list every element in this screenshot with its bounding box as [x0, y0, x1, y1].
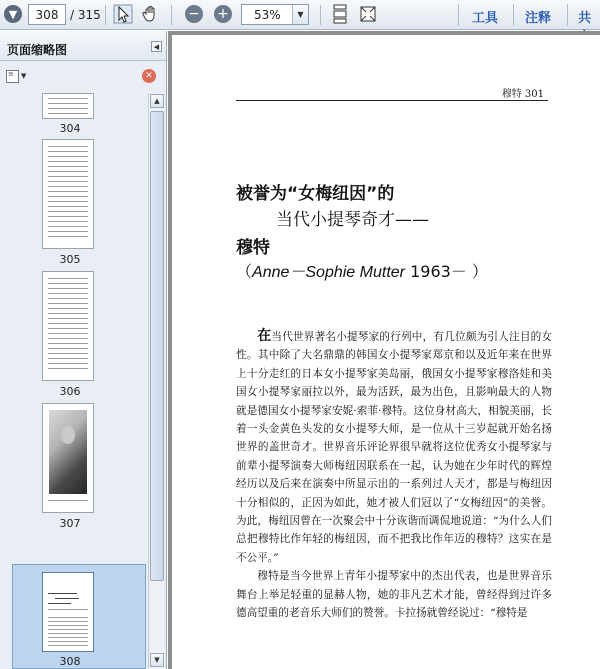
- page-total: / 315: [70, 8, 101, 22]
- thumbnail-page-307[interactable]: [42, 403, 94, 513]
- arrow-down-icon: ▼: [4, 5, 22, 23]
- zoom-select[interactable]: [241, 4, 309, 25]
- zoom-in-button[interactable]: [212, 3, 234, 25]
- paragraph-1-text: 当代世界著名小提琴家的行列中，有几位颇为引人注目的女性。其中除了大名鼎鼎的韩国女小提琴家郑京和以及近年来在世界上十分走红的日本女小提琴家美岛丽，俄国女小提琴家穆洛娃和美国女小提琴家丽拉以外，最为活跃，最为出色，且影响最大的人物就是德国女小提琴家安妮·索菲·穆特。这位身材高大，相貌美丽，长着一头金黄色头发的女小提琴大师，是一位从十三岁起就开始名扬世界的盖世奇才。世界音乐评论界很早就将这位优秀女小提琴家与前辈小提琴演奏大师梅纽因联系在一起，认为她在少年时代的辉煌经历以及后来在演奏中所显示出的一系列过人天才，都是与梅纽因十分相似的，正因为如此，她才被人们冠以了“女梅纽因”的美誉。为此，梅纽因曾在一次聚会中十分诙谐而调侃地说道：“为什么人们总把穆特比作年轻的梅纽因，而不把我比作年迈的穆特？这实在是不公平。”: [236, 331, 553, 564]
- cursor-arrow-icon: [113, 4, 133, 24]
- chapter-subtitle: [236, 259, 488, 282]
- thumbnail-list: [0, 93, 147, 669]
- chapter-title-line3: 穆特: [236, 238, 270, 258]
- chapter-title-line2: 当代小提琴奇才——: [276, 210, 429, 230]
- subtitle-open-paren: （: [236, 262, 253, 281]
- portrait-photo: [49, 410, 87, 494]
- toolbar-divider: [105, 5, 106, 25]
- panel-header: [0, 31, 166, 61]
- document-page: [172, 35, 600, 669]
- scroll-mode-button[interactable]: [329, 3, 351, 25]
- paragraph-2: 穆特是当今世界上青年小提琴家中的杰出代表，也是世界音乐舞台上举足轻重的显赫人物，她的非凡艺术才能，曾经得到过许多德高望重的老音乐大师们的赞誉。卡拉扬就曾经说过：“穆特是: [236, 570, 552, 620]
- thumbnail-panel: [0, 31, 167, 669]
- thumbnail-label: 305: [59, 253, 81, 266]
- zoom-value: 53%: [254, 8, 281, 22]
- paragraph-1: [236, 327, 552, 567]
- thumbnail-scrollbar[interactable]: [148, 93, 164, 669]
- thumbnail-page-304[interactable]: [42, 93, 94, 119]
- chevron-down-icon: ▼: [21, 72, 27, 80]
- page-scroll-icon: [331, 4, 349, 24]
- toolbar-divider: [513, 4, 514, 26]
- thumbnail-page-305[interactable]: [42, 139, 94, 249]
- minus-icon: −: [185, 5, 203, 23]
- toolbar-divider: [567, 4, 568, 26]
- close-icon: ✕: [145, 71, 153, 81]
- close-panel-button[interactable]: [142, 69, 156, 83]
- page-number-value: 308: [35, 7, 59, 22]
- scroll-up-arrow-icon[interactable]: ▲: [150, 94, 164, 108]
- document-view[interactable]: [168, 31, 600, 669]
- comment-menu[interactable]: 注释: [525, 11, 552, 26]
- options-button[interactable]: [6, 68, 30, 84]
- chevron-down-icon: ▼: [292, 5, 308, 24]
- scrollbar-thumb[interactable]: [150, 111, 164, 581]
- tools-menu[interactable]: 工具: [472, 11, 499, 26]
- next-page-button[interactable]: [2, 3, 24, 25]
- main-toolbar: [0, 0, 600, 30]
- toolbar-divider: [458, 4, 459, 26]
- collapse-panel-button[interactable]: [151, 41, 162, 52]
- list-options-icon: ≡: [6, 70, 19, 83]
- select-tool-button[interactable]: [112, 3, 134, 25]
- dropcap: 在: [257, 328, 272, 344]
- hand-icon: [141, 4, 161, 24]
- thumbnail-page-308[interactable]: [42, 572, 94, 652]
- chevron-left-icon: ◀: [153, 42, 160, 51]
- plus-icon: +: [214, 5, 232, 23]
- fit-page-icon: [358, 4, 378, 24]
- thumbnail-label: 307: [59, 517, 81, 530]
- thumbnail-page-306[interactable]: [42, 271, 94, 381]
- subtitle-name: Anne－Sophie Mutter: [252, 264, 405, 281]
- running-header-text: 穆特 301: [501, 89, 544, 100]
- zoom-out-button[interactable]: [183, 3, 205, 25]
- thumbnail-label: 306: [59, 385, 81, 398]
- body-text: [236, 327, 552, 623]
- fit-page-button[interactable]: [357, 3, 379, 25]
- running-header: [236, 85, 548, 101]
- toolbar-divider: [320, 5, 321, 25]
- scroll-down-arrow-icon[interactable]: ▼: [150, 653, 164, 667]
- toolbar-divider: [171, 5, 172, 25]
- hand-tool-button[interactable]: [140, 3, 162, 25]
- page-number-input[interactable]: [28, 4, 66, 25]
- thumbnail-label: 304: [59, 122, 81, 135]
- thumbnail-label: 308: [59, 655, 81, 668]
- subtitle-years: 1963－ ）: [405, 262, 488, 281]
- panel-toolbar: [0, 62, 166, 92]
- panel-title: 页面缩略图: [7, 43, 68, 57]
- share-menu[interactable]: 共: [578, 11, 592, 26]
- chapter-title-line1: 被誉为“女梅纽因”的: [236, 184, 395, 204]
